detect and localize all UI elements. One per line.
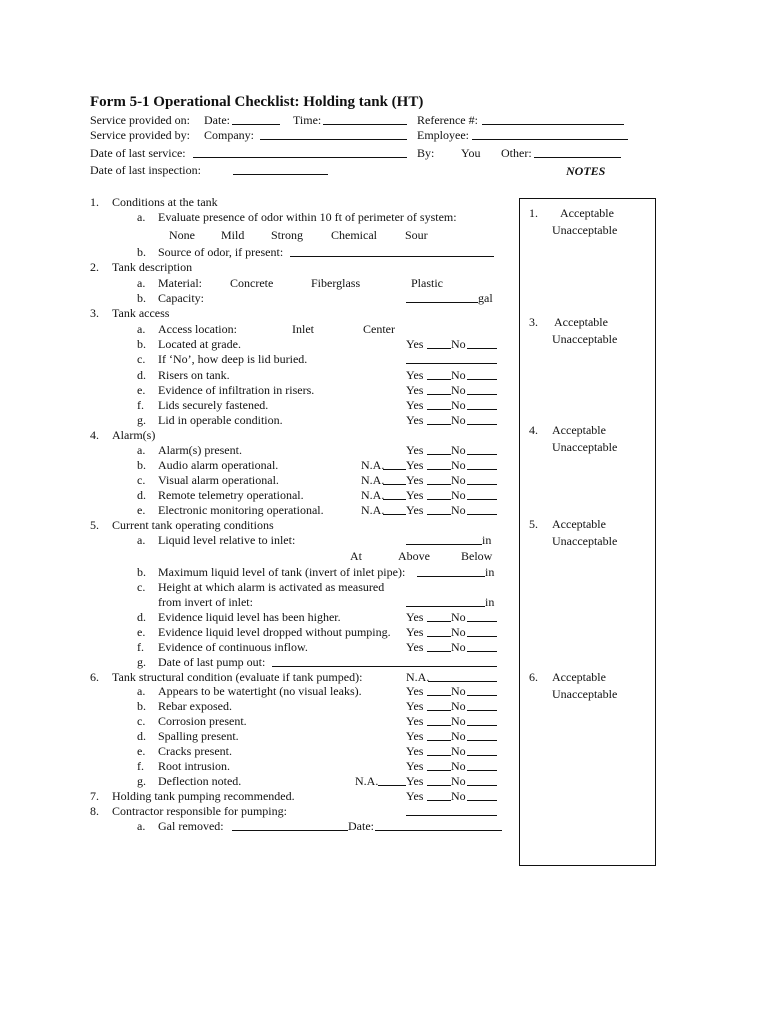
item-letter: a. xyxy=(137,443,146,457)
no-field[interactable] xyxy=(467,394,497,395)
employee-label: Employee: xyxy=(417,128,469,142)
item-text: Maximum liquid level of tank (invert of inlet pipe): xyxy=(158,565,406,579)
yes-field[interactable] xyxy=(427,710,451,711)
item-text: Alarm(s) present. xyxy=(158,443,242,457)
no-label: No xyxy=(451,473,466,487)
no-field[interactable] xyxy=(467,755,497,756)
no-label: No xyxy=(451,488,466,502)
item-letter: b. xyxy=(137,458,146,472)
section-title: Contractor responsible for pumping: xyxy=(112,804,287,818)
item-letter: d. xyxy=(137,368,146,382)
yes-field[interactable] xyxy=(427,755,451,756)
no-field[interactable] xyxy=(467,785,497,786)
yes-field[interactable] xyxy=(427,651,451,652)
item-text: Visual alarm operational. xyxy=(158,473,279,487)
unacceptable-option[interactable]: Unacceptable xyxy=(552,687,618,701)
item-text: Rebar exposed. xyxy=(158,699,232,713)
yes-field[interactable] xyxy=(427,454,451,455)
yes-field[interactable] xyxy=(427,394,451,395)
item-text: Spalling present. xyxy=(158,729,239,743)
yes-field[interactable] xyxy=(427,695,451,696)
item-text: Gal removed: xyxy=(158,819,224,833)
unacceptable-option[interactable]: Unacceptable xyxy=(552,332,618,346)
item-text: Evidence liquid level has been higher. xyxy=(158,610,341,624)
yes-field[interactable] xyxy=(427,785,451,786)
section-title: Tank description xyxy=(112,260,193,274)
item-letter: f. xyxy=(137,759,144,773)
item-text: Root intrusion. xyxy=(158,759,231,773)
section-number: 8. xyxy=(90,804,99,818)
yes-label: Yes xyxy=(406,398,424,412)
no-label: No xyxy=(451,398,466,412)
yes-label: Yes xyxy=(406,714,424,728)
yes-label: Yes xyxy=(406,684,424,698)
gal-removed-field[interactable] xyxy=(232,830,348,831)
odor-option-none[interactable]: None xyxy=(169,228,195,242)
unacceptable-option[interactable]: Unacceptable xyxy=(552,440,618,454)
no-label: No xyxy=(451,443,466,457)
item-text: Liquid level relative to inlet: xyxy=(158,533,296,547)
section-title: Current tank operating conditions xyxy=(112,518,274,532)
other-field[interactable] xyxy=(534,157,621,158)
yes-label: Yes xyxy=(406,337,424,351)
no-field[interactable] xyxy=(467,484,497,485)
yes-label: Yes xyxy=(406,488,424,502)
section-number: 3. xyxy=(90,306,99,320)
form-title: Form 5-1 Operational Checklist: Holding tank (HT) xyxy=(90,94,424,110)
yes-field[interactable] xyxy=(427,469,451,470)
acceptable-option[interactable]: Acceptable xyxy=(560,206,614,220)
acceptable-option[interactable]: Acceptable xyxy=(552,423,606,437)
item-text: Source of odor, if present: xyxy=(158,245,284,259)
section-title: Tank structural condition (evaluate if tank pumped): xyxy=(112,670,363,684)
item-letter: f. xyxy=(137,398,144,412)
section-title: Conditions at the tank xyxy=(112,195,218,209)
date-last-inspection-label: Date of last inspection: xyxy=(90,163,201,177)
yes-field[interactable] xyxy=(427,636,451,637)
item-text: If ‘No’, how deep is lid buried. xyxy=(158,352,308,366)
item-letter: a. xyxy=(137,276,146,290)
unit-label: in xyxy=(485,595,495,609)
section-title: Tank access xyxy=(112,306,170,320)
by-label: By: xyxy=(417,146,435,160)
item-letter: a. xyxy=(137,533,146,547)
no-field[interactable] xyxy=(467,469,497,470)
item-text: Access location: xyxy=(158,322,237,336)
yes-field[interactable] xyxy=(427,409,451,410)
liquid-level-field[interactable] xyxy=(406,544,482,545)
section-title: Holding tank pumping recommended. xyxy=(112,789,295,803)
no-field[interactable] xyxy=(467,740,497,741)
time-label: Time: xyxy=(293,113,322,127)
na-label: N.A. xyxy=(406,670,430,684)
item-letter: d. xyxy=(137,729,146,743)
level-option-at[interactable]: At xyxy=(350,549,362,563)
yes-label: Yes xyxy=(406,413,424,427)
note-number: 5. xyxy=(529,517,538,531)
pumping-date-field[interactable] xyxy=(375,830,502,831)
no-label: No xyxy=(451,640,466,654)
alarm-height-field[interactable] xyxy=(406,606,485,607)
item-letter: e. xyxy=(137,383,146,397)
item-text: Cracks present. xyxy=(158,744,232,758)
item-letter: f. xyxy=(137,640,144,654)
note-number: 1. xyxy=(529,206,538,220)
item-letter: b. xyxy=(137,291,146,305)
na-label: N.A. xyxy=(361,488,385,502)
section-number: 4. xyxy=(90,428,99,442)
section-number: 1. xyxy=(90,195,99,209)
item-text: Audio alarm operational. xyxy=(158,458,279,472)
item-letter: d. xyxy=(137,488,146,502)
unit-label: in xyxy=(482,533,492,547)
item-letter: a. xyxy=(137,210,146,224)
level-option-below[interactable]: Below xyxy=(461,549,493,563)
material-option-concrete[interactable]: Concrete xyxy=(230,276,274,290)
yes-label: Yes xyxy=(406,759,424,773)
no-label: No xyxy=(451,789,466,803)
item-letter: b. xyxy=(137,245,146,259)
odor-option-strong[interactable]: Strong xyxy=(271,228,304,242)
na-label: N.A. xyxy=(355,774,379,788)
no-label: No xyxy=(451,337,466,351)
no-field[interactable] xyxy=(467,514,497,515)
yes-field[interactable] xyxy=(427,740,451,741)
no-label: No xyxy=(451,503,466,517)
item-text: Date of last pump out: xyxy=(158,655,266,669)
yes-field[interactable] xyxy=(427,348,451,349)
no-field[interactable] xyxy=(467,725,497,726)
item-letter: a. xyxy=(137,819,146,833)
item-letter: g. xyxy=(137,655,146,669)
employee-field[interactable] xyxy=(472,139,628,140)
yes-label: Yes xyxy=(406,383,424,397)
acceptable-option[interactable]: Acceptable xyxy=(554,315,608,329)
odor-option-chemical[interactable]: Chemical xyxy=(331,228,377,242)
section-number: 7. xyxy=(90,789,99,803)
item-text: Height at which alarm is activated as measured xyxy=(158,580,385,594)
no-label: No xyxy=(451,383,466,397)
date-last-service-field[interactable] xyxy=(193,157,407,158)
item-letter: b. xyxy=(137,337,146,351)
service-provided-on-label: Service provided on: xyxy=(90,113,190,127)
no-label: No xyxy=(451,368,466,382)
odor-option-sour[interactable]: Sour xyxy=(405,228,428,242)
no-label: No xyxy=(451,610,466,624)
na-label: N.A. xyxy=(361,503,385,517)
item-text: Evidence of continuous inflow. xyxy=(158,640,308,654)
item-letter: b. xyxy=(137,699,146,713)
company-field[interactable] xyxy=(260,139,407,140)
item-text: Evidence liquid level dropped without pumping. xyxy=(158,625,391,639)
no-label: No xyxy=(451,729,466,743)
acceptable-option[interactable]: Acceptable xyxy=(552,670,606,684)
capacity-field[interactable] xyxy=(406,302,478,303)
item-letter: e. xyxy=(137,744,146,758)
date-last-service-label: Date of last service: xyxy=(90,146,186,160)
you-option[interactable]: You xyxy=(461,146,481,160)
yes-label: Yes xyxy=(406,625,424,639)
yes-label: Yes xyxy=(406,458,424,472)
no-field[interactable] xyxy=(467,409,497,410)
no-label: No xyxy=(451,458,466,472)
yes-label: Yes xyxy=(406,744,424,758)
no-label: No xyxy=(451,625,466,639)
item-text: Lid in operable condition. xyxy=(158,413,283,427)
date-label: Date: xyxy=(348,819,374,833)
acceptable-option[interactable]: Acceptable xyxy=(552,517,606,531)
item-text: Located at grade. xyxy=(158,337,241,351)
unacceptable-option[interactable]: Unacceptable xyxy=(552,534,618,548)
no-field[interactable] xyxy=(467,454,497,455)
yes-field[interactable] xyxy=(427,800,451,801)
material-option-plastic[interactable]: Plastic xyxy=(411,276,443,290)
yes-label: Yes xyxy=(406,789,424,803)
last-pump-out-date-field[interactable] xyxy=(272,666,497,667)
date-last-inspection-field[interactable] xyxy=(233,174,328,175)
lid-depth-field[interactable] xyxy=(406,363,497,364)
yes-label: Yes xyxy=(406,473,424,487)
yes-field[interactable] xyxy=(427,770,451,771)
na-field[interactable] xyxy=(428,681,497,682)
yes-label: Yes xyxy=(406,774,424,788)
no-field[interactable] xyxy=(467,621,497,622)
section-number: 2. xyxy=(90,260,99,274)
no-label: No xyxy=(451,744,466,758)
yes-label: Yes xyxy=(406,699,424,713)
item-text: Material: xyxy=(158,276,202,290)
item-text: from invert of inlet: xyxy=(158,595,253,609)
item-letter: c. xyxy=(137,580,146,594)
na-label: N.A. xyxy=(361,458,385,472)
no-label: No xyxy=(451,759,466,773)
item-text: Corrosion present. xyxy=(158,714,247,728)
item-text: Evidence of infiltration in risers. xyxy=(158,383,315,397)
reference-field[interactable] xyxy=(482,124,624,125)
no-label: No xyxy=(451,699,466,713)
company-label: Company: xyxy=(204,128,254,142)
item-text: Lids securely fastened. xyxy=(158,398,269,412)
time-field[interactable] xyxy=(323,124,407,125)
unit-label: in xyxy=(485,565,495,579)
item-letter: e. xyxy=(137,625,146,639)
no-label: No xyxy=(451,774,466,788)
section-title: Alarm(s) xyxy=(112,428,156,442)
yes-field[interactable] xyxy=(427,379,451,380)
yes-field[interactable] xyxy=(427,621,451,622)
na-label: N.A. xyxy=(361,473,385,487)
section-number: 5. xyxy=(90,518,99,532)
notes-heading: NOTES xyxy=(566,164,606,178)
no-label: No xyxy=(451,714,466,728)
na-field[interactable] xyxy=(378,785,406,786)
item-text: Appears to be watertight (no visual leaks). xyxy=(158,684,362,698)
yes-label: Yes xyxy=(406,443,424,457)
max-liquid-level-field[interactable] xyxy=(417,576,485,577)
no-field[interactable] xyxy=(467,379,497,380)
yes-label: Yes xyxy=(406,368,424,382)
no-field[interactable] xyxy=(467,651,497,652)
item-letter: c. xyxy=(137,714,146,728)
no-field[interactable] xyxy=(467,499,497,500)
yes-label: Yes xyxy=(406,610,424,624)
yes-field[interactable] xyxy=(427,484,451,485)
notes-box[interactable] xyxy=(519,198,656,866)
yes-field[interactable] xyxy=(427,424,451,425)
note-number: 3. xyxy=(529,315,538,329)
na-field[interactable] xyxy=(383,484,406,485)
item-text: Capacity: xyxy=(158,291,204,305)
no-field[interactable] xyxy=(467,710,497,711)
section-number: 6. xyxy=(90,670,99,684)
item-text: Deflection noted. xyxy=(158,774,242,788)
na-field[interactable] xyxy=(383,499,406,500)
item-text: Remote telemetry operational. xyxy=(158,488,304,502)
item-letter: c. xyxy=(137,352,146,366)
no-field[interactable] xyxy=(467,770,497,771)
item-letter: a. xyxy=(137,684,146,698)
level-option-above[interactable]: Above xyxy=(398,549,430,563)
no-field[interactable] xyxy=(467,424,497,425)
item-text: Risers on tank. xyxy=(158,368,230,382)
date-field[interactable] xyxy=(232,124,280,125)
item-letter: c. xyxy=(137,473,146,487)
item-letter: e. xyxy=(137,503,146,517)
no-label: No xyxy=(451,684,466,698)
item-text: Electronic monitoring operational. xyxy=(158,503,324,517)
note-number: 4. xyxy=(529,423,538,437)
no-field[interactable] xyxy=(467,800,497,801)
date-label: Date: xyxy=(204,113,230,127)
no-field[interactable] xyxy=(467,695,497,696)
no-field[interactable] xyxy=(467,636,497,637)
item-letter: a. xyxy=(137,322,146,336)
note-number: 6. xyxy=(529,670,538,684)
item-letter: g. xyxy=(137,413,146,427)
other-label: Other: xyxy=(501,146,532,160)
no-field[interactable] xyxy=(467,348,497,349)
yes-label: Yes xyxy=(406,729,424,743)
reference-label: Reference #: xyxy=(417,113,478,127)
contractor-field[interactable] xyxy=(406,815,497,816)
yes-label: Yes xyxy=(406,503,424,517)
odor-option-mild[interactable]: Mild xyxy=(221,228,245,242)
na-field[interactable] xyxy=(383,469,406,470)
yes-label: Yes xyxy=(406,640,424,654)
unacceptable-option[interactable]: Unacceptable xyxy=(552,223,618,237)
access-option-center[interactable]: Center xyxy=(363,322,395,336)
item-text: Evaluate presence of odor within 10 ft of perimeter of system: xyxy=(158,210,457,224)
na-field[interactable] xyxy=(383,514,406,515)
service-provided-by-label: Service provided by: xyxy=(90,128,190,142)
access-option-inlet[interactable]: Inlet xyxy=(292,322,314,336)
unit-label: gal xyxy=(478,291,493,305)
item-letter: g. xyxy=(137,774,146,788)
material-option-fiberglass[interactable]: Fiberglass xyxy=(311,276,361,290)
item-letter: b. xyxy=(137,565,146,579)
yes-field[interactable] xyxy=(427,499,451,500)
item-letter: d. xyxy=(137,610,146,624)
no-label: No xyxy=(451,413,466,427)
yes-field[interactable] xyxy=(427,725,451,726)
odor-source-field[interactable] xyxy=(290,256,494,257)
yes-field[interactable] xyxy=(427,514,451,515)
